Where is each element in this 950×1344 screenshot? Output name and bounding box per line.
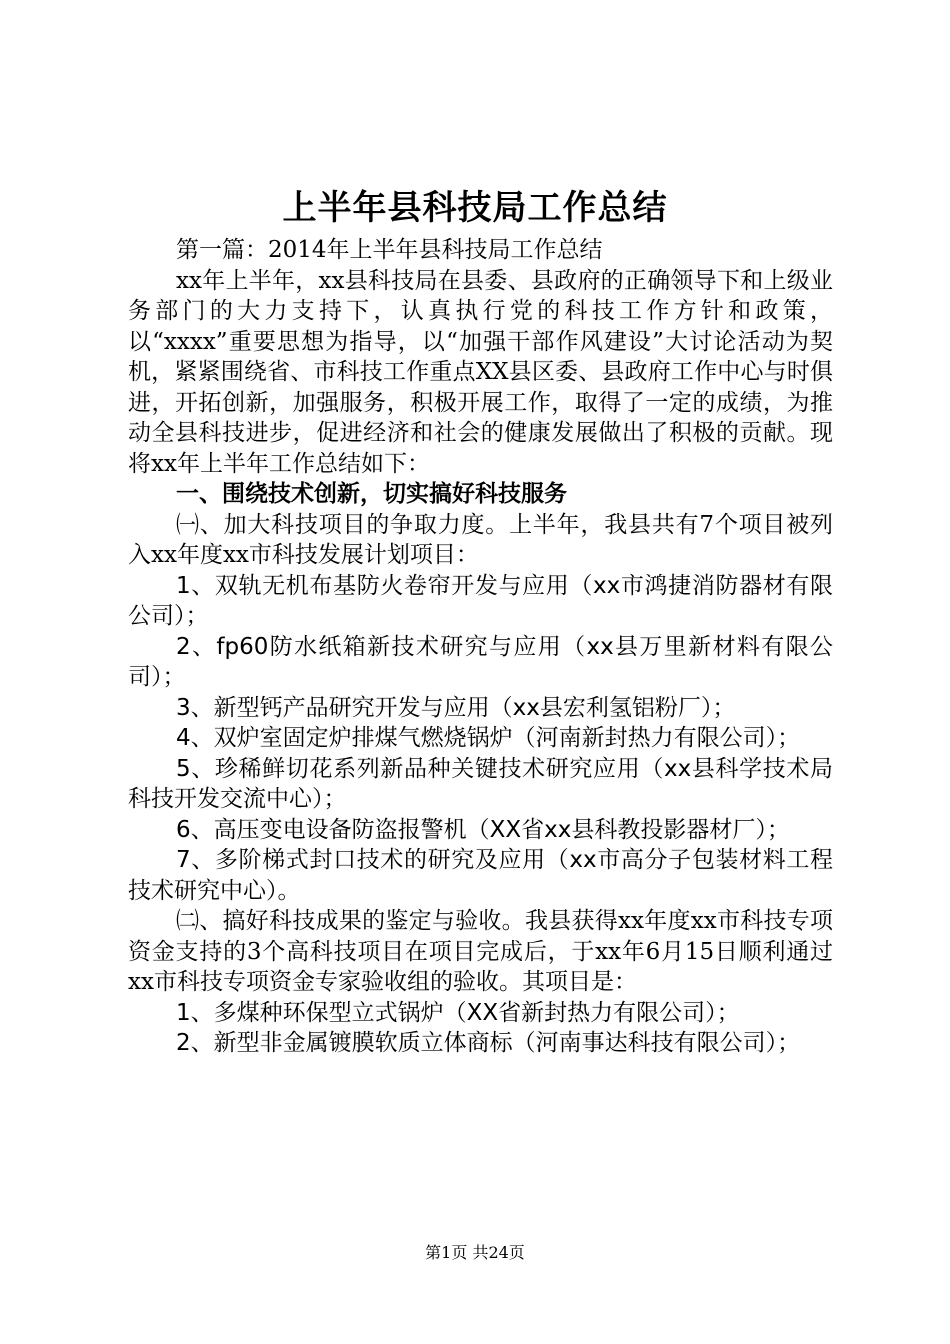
page-footer: 第1页 共24页 xyxy=(425,1243,525,1262)
list-item: 7、多阶梯式封口技术的研究及应用（xx市高分子包装材料工程技术研究中心）。 xyxy=(128,847,833,904)
section-heading: 一、围绕技术创新，切实搞好科技服务 xyxy=(176,481,567,507)
list-item: 6、高压变电设备防盗报警机（XX省xx县科教投影器材厂）； xyxy=(176,816,790,843)
list-item: 4、双炉室固定炉排煤气燃烧锅炉（河南新封热力有限公司）； xyxy=(176,725,801,751)
paragraph: ㈡、搞好科技成果的鉴定与验收。我县获得xx年度xx市科技专项资金支持的3个高科技项目在项目完成后，于xx年6月15日顺利通过xx市科技专项资金专家验收组的验收。其项目是： xyxy=(128,908,833,995)
document-body xyxy=(128,235,833,1059)
list-item: 2、fp60防水纸箱新技术研究与应用（xx县万里新材料有限公司）； xyxy=(128,633,833,690)
document-title: 上半年县科技局工作总结 xyxy=(282,188,668,228)
paragraph: xx年上半年，xx县科技局在县委、县政府的正确领导下和上级业务部门的大力支持下，认真执行党的科技工作方针和政策，以“xxxx”重要思想为指导，以“加强干部作风建设”大讨论活动为契机，紧紧围绕省、市科技工作重点XX县区委、县政府工作中心与时俱进，开拓创新，加强服务，积极开展工作，取得了一定的成绩，为推动全县科技进步，促进经济和社会的健康发展做出了积极的贡献。现将xx年上半年工作总结如下： xyxy=(128,267,833,477)
list-item: 3、新型钙产品研究开发与应用（xx县宏利氢铝粉厂）； xyxy=(176,694,736,721)
list-item: 1、双轨无机布基防火卷帘开发与应用（xx市鸿捷消防器材有限公司）； xyxy=(128,572,833,629)
paragraph: ㈠、加大科技项目的争取力度。上半年，我县共有7个项目被列入xx年度xx市科技发展计划项目： xyxy=(128,511,833,568)
list-item: 5、珍稀鲜切花系列新品种关键技术研究应用（xx县科学技术局科技开发交流中心）； xyxy=(128,755,833,812)
paragraph: 第一篇：2014年上半年县科技局工作总结 xyxy=(176,237,603,263)
list-item: 2、新型非金属镀膜软质立体商标（河南事达科技有限公司）； xyxy=(176,1030,801,1056)
list-item: 1、多煤种环保型立式锅炉（XX省新封热力有限公司）； xyxy=(176,999,740,1026)
